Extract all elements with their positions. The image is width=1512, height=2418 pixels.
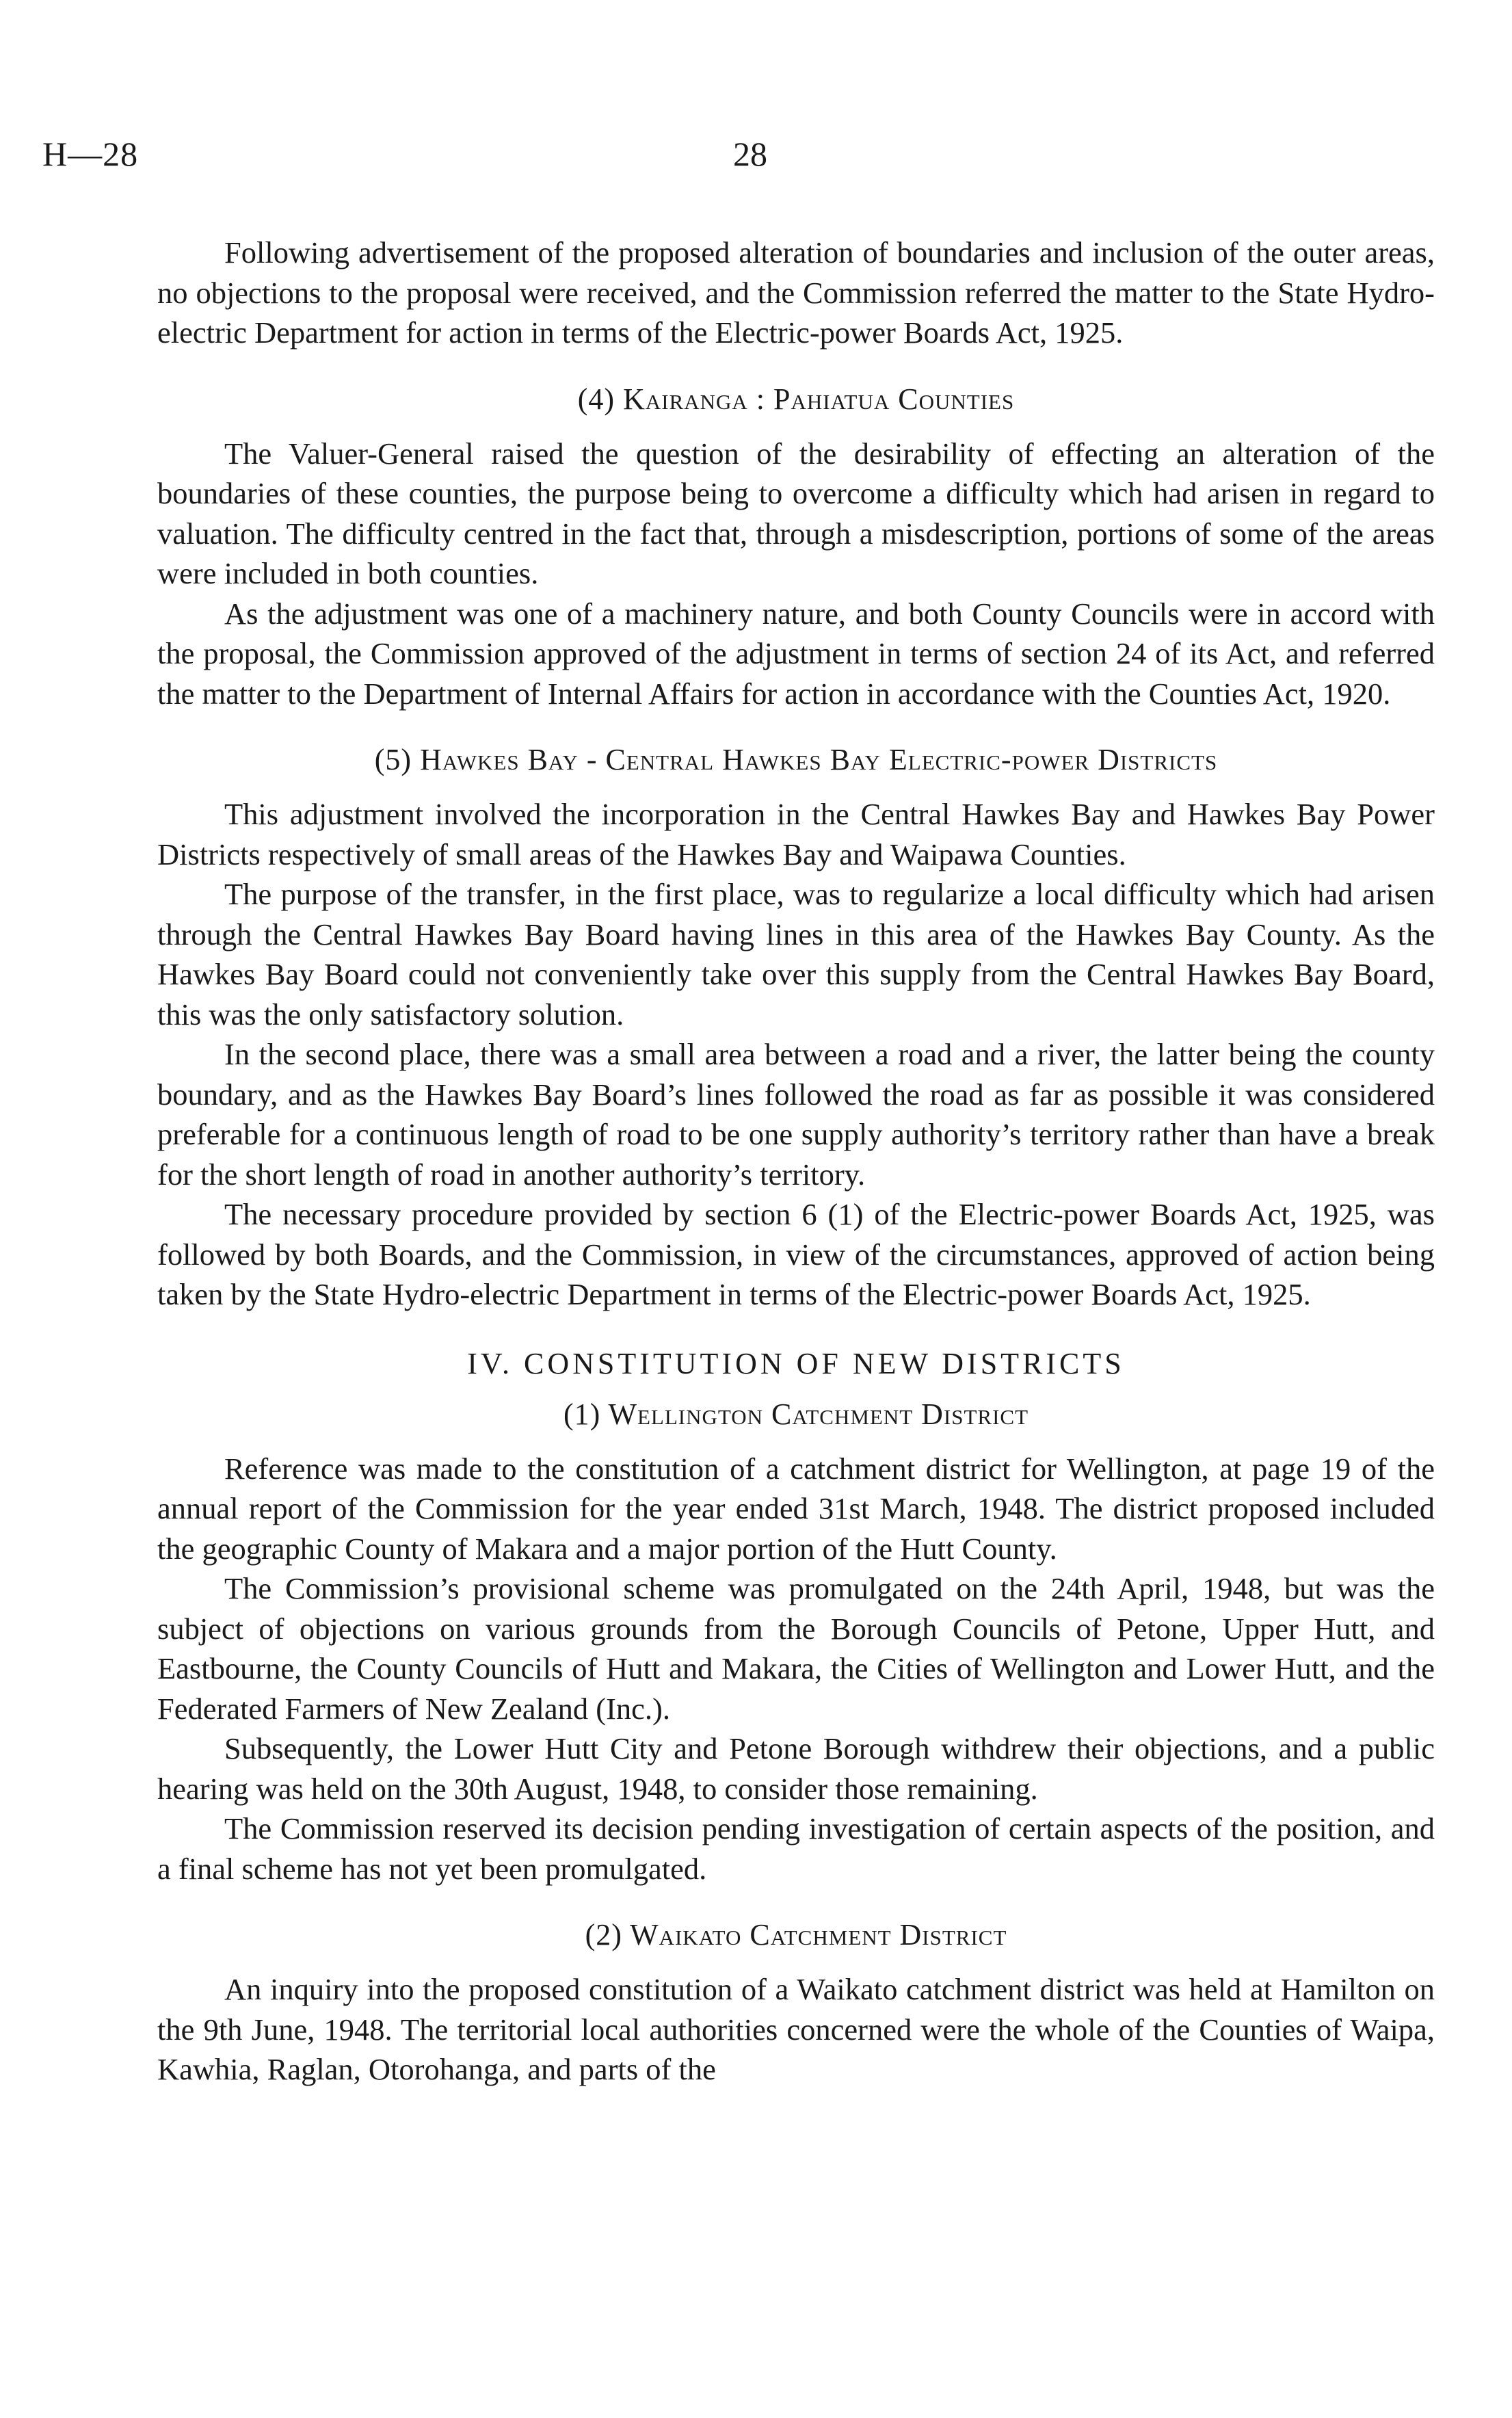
page-header [42, 134, 1472, 175]
waikato-paragraph: An inquiry into the proposed constitution of a Waikato catchment district was held at Hamilton on the 9th June, 1948. The territorial local authorities concerned were the whole of the Counties of Waipa, Kawhia, Raglan, Otorohanga, and parts of the [157, 1972, 1435, 2086]
section-5-paragraph: The necessary procedure provided by section 6 (1) of the Electric-power Boards Act, 1925, was followed by both Boards, and the Commission, in view of the circumstances, approved of action being taken by the State Hydro-electric Department in terms of the Electric-power Boards Act, 1925. [157, 1197, 1435, 1311]
wellington-catchment-heading: (1) Wellington Catchment District [563, 1397, 1029, 1431]
section-5-heading: (5) Hawkes Bay - Central Hawkes Bay Electric-power Districts [374, 743, 1218, 776]
section-5-paragraph: In the second place, there was a small area between a road and a river, the latter being the county boundary, and as the Hawkes Bay Board’s lines followed the road as far as possible it was considered preferable for a continuous length of road to be one supply authority’s territory rather than have a break for the short length of road in another authority’s territory. [157, 1037, 1435, 1192]
intro-paragraph: Following advertisement of the proposed alteration of boundaries and inclusion of the outer areas, no objections to the proposal were received, and the Commission referred the matter to the State Hydro-electric Department for action in terms of the Electric-power Boards Act, 1925. [157, 235, 1435, 350]
part-iv-heading: IV. CONSTITUTION OF NEW DISTRICTS [467, 1346, 1125, 1380]
section-5-paragraph: The purpose of the transfer, in the first place, was to regularize a local difficulty which had arisen through the Central Hawkes Bay Board having lines in this area of the Hawkes Bay County. As the Hawkes Bay Board could not conveniently take over this supply from the Central Hawkes Bay Board, this was the only satisfactory solution. [157, 877, 1435, 1031]
page-number: 28 [733, 135, 767, 173]
waikato-catchment-heading: (2) Waikato Catchment District [585, 1918, 1007, 1952]
section-4-paragraph: As the adjustment was one of a machinery nature, and both County Councils were in accord with the proposal, the Commission approved of the adjustment in terms of section 24 of its Act, and referred the matter to the Department of Internal Affairs for action in accordance with the Counties Act, 1920. [157, 596, 1435, 711]
wellington-paragraph: Reference was made to the constitution of a catchment district for Wellington, at page 19 of the annual report of the Commission for the year ended 31st March, 1948. The district proposed included the geographic County of Makara and a major portion of the Hutt County. [157, 1451, 1435, 1566]
document-body [157, 233, 1435, 2090]
section-4-heading: (4) Kairanga : Pahiatua Counties [577, 382, 1015, 416]
document-reference: H—28 [42, 135, 139, 173]
wellington-paragraph: Subsequently, the Lower Hutt City and Petone Borough withdrew their objections, and a public hearing was held on the 30th August, 1948, to consider those remaining. [157, 1731, 1435, 1806]
section-5-paragraph: This adjustment involved the incorporation in the Central Hawkes Bay and Hawkes Bay Power Districts respectively of small areas of the Hawkes Bay and Waipawa Counties. [157, 797, 1435, 871]
section-4-paragraph: The Valuer-General raised the question of the desirability of effecting an alteration of the boundaries of these counties, the purpose being to overcome a difficulty which had arisen in regard to valuation. The difficulty centred in the fact that, through a misdescription, portions of some of the areas were included in both counties. [157, 436, 1435, 590]
wellington-paragraph: The Commission reserved its decision pending investigation of certain aspects of the position, and a final scheme has not yet been promulgated. [157, 1811, 1435, 1886]
wellington-paragraph: The Commission’s provisional scheme was promulgated on the 24th April, 1948, but was the subject of objections on various grounds from the Borough Councils of Petone, Upper Hutt, and Eastbourne, the County Councils of Hutt and Makara, the Cities of Wellington and Lower Hutt, and the Federated Farmers of New Zealand (Inc.). [157, 1571, 1435, 1726]
